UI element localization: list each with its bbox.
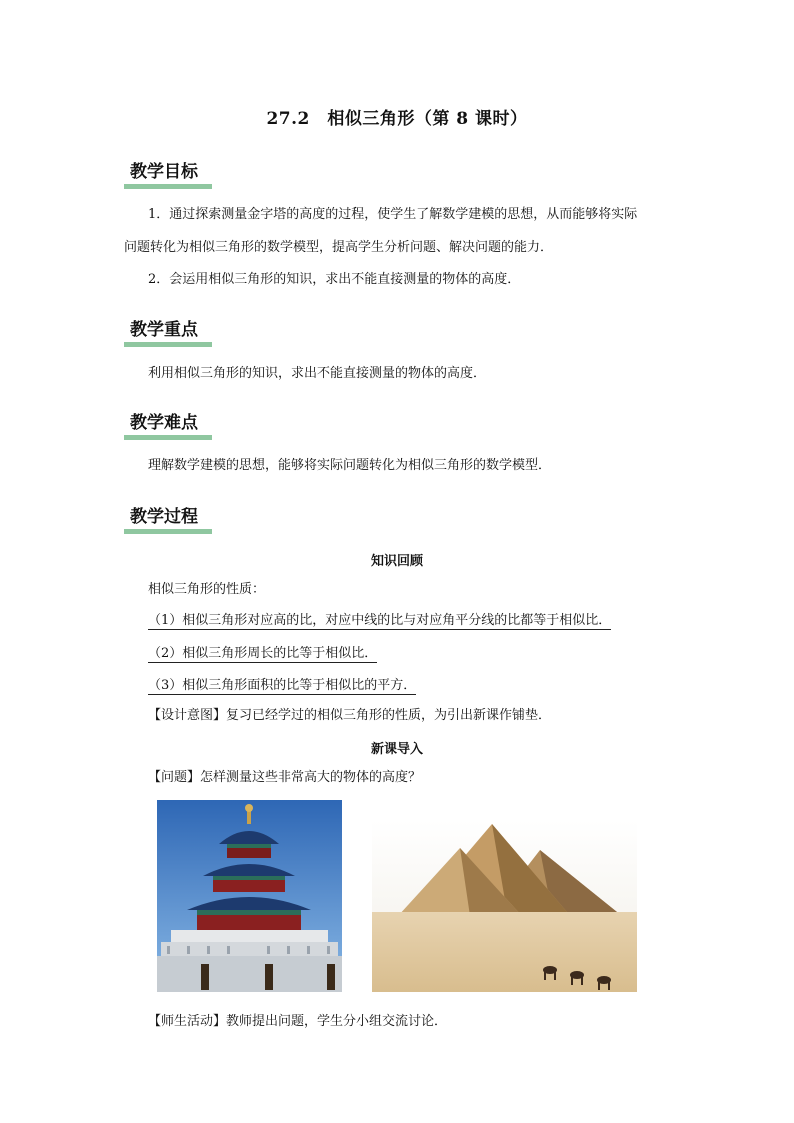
heading-underline: [124, 529, 212, 534]
review-item-2: [148, 644, 377, 664]
heading-underline: [124, 435, 212, 440]
review-item-3: [148, 676, 416, 696]
pyramids-image: [372, 820, 637, 992]
difficulties-text: 理解数学建模的思想，能够将实际问题转化为相似三角形的数学模型．: [148, 458, 552, 473]
goal-item-1-cont: 问题转化为相似三角形的数学模型，提高学生分析问题、解决问题的能力．: [124, 240, 554, 255]
review-item-text: （2）相似三角形周长的比等于相似比．: [148, 646, 378, 661]
section-heading-goals: [124, 160, 198, 186]
activity-text: 【师生活动】教师提出问题，学生分小组交流讨论．: [148, 1014, 448, 1029]
section-heading-difficulties: [124, 411, 198, 437]
key-points-text: 利用相似三角形的知识，求出不能直接测量的物体的高度．: [148, 366, 487, 381]
temple-illustration: [157, 800, 342, 992]
review-item-text: （1）相似三角形对应高的比，对应中线的比与对应角平分线的比都等于相似比．: [148, 613, 612, 628]
section-heading-label: 教学难点: [130, 413, 198, 433]
review-intro: 相似三角形的性质：: [148, 582, 266, 597]
goal-item-2: 2．会运用相似三角形的知识，求出不能直接测量的物体的高度．: [148, 272, 521, 287]
review-item-text: （3）相似三角形面积的比等于相似比的平方．: [148, 678, 417, 693]
heading-underline: [124, 184, 212, 189]
question-text: 【问题】怎样测量这些非常高大的物体的高度？: [148, 770, 422, 785]
pyramids-illustration: [372, 820, 637, 992]
goal-item-1: 1．通过探索测量金字塔的高度的过程，使学生了解数学建模的思想，从而能够将实际: [148, 207, 638, 222]
temple-of-heaven-image: [157, 800, 342, 992]
page-title: 27.2 相似三角形（第 8 课时）: [266, 109, 528, 129]
new-lesson-title: 新课导入: [370, 742, 423, 757]
review-item-1: [148, 611, 611, 631]
section-heading-key-points: [124, 318, 198, 344]
section-heading-label: 教学目标: [130, 162, 198, 182]
design-intent: 【设计意图】复习已经学过的相似三角形的性质，为引出新课作铺垫．: [148, 708, 552, 723]
section-heading-label: 教学重点: [130, 320, 198, 340]
section-heading-label: 教学过程: [130, 507, 198, 527]
heading-underline: [124, 342, 212, 347]
section-heading-process: [124, 505, 198, 531]
review-title: 知识回顾: [370, 554, 423, 569]
